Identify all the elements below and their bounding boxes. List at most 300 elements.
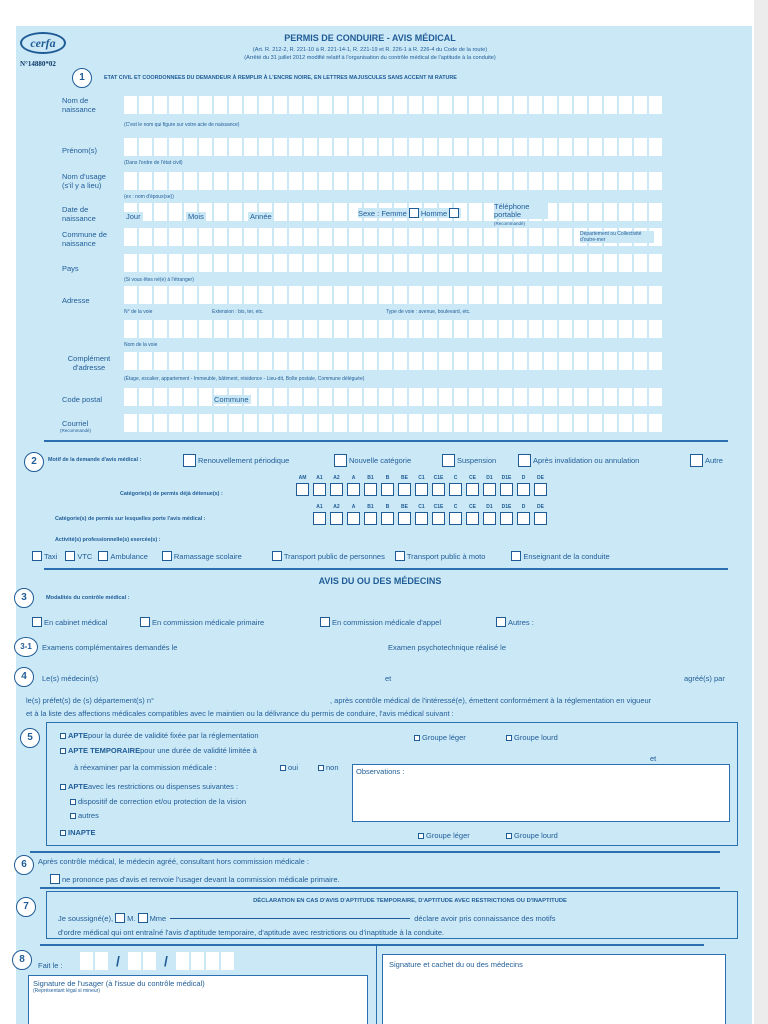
- category-checkbox[interactable]: [483, 512, 496, 525]
- letter-cell[interactable]: [574, 254, 587, 272]
- letter-cell[interactable]: [319, 228, 332, 246]
- letter-cell[interactable]: [349, 286, 362, 304]
- letter-cell[interactable]: [334, 96, 347, 114]
- category-d1e[interactable]: [500, 504, 513, 525]
- letter-cell[interactable]: [139, 96, 152, 114]
- letter-cell[interactable]: [244, 352, 257, 370]
- letter-cell[interactable]: [454, 96, 467, 114]
- letter-cell[interactable]: [274, 172, 287, 190]
- category-checkbox[interactable]: [364, 483, 377, 496]
- letter-cell[interactable]: [409, 96, 422, 114]
- letter-cell[interactable]: [379, 228, 392, 246]
- letter-cell[interactable]: [349, 138, 362, 156]
- letter-cell[interactable]: [424, 96, 437, 114]
- letter-cell[interactable]: [334, 254, 347, 272]
- letter-cell[interactable]: [409, 138, 422, 156]
- letter-cell[interactable]: [514, 96, 527, 114]
- letter-cell[interactable]: [379, 138, 392, 156]
- letter-cell[interactable]: [499, 96, 512, 114]
- letter-cell[interactable]: [334, 228, 347, 246]
- letter-cell[interactable]: [454, 414, 467, 432]
- category-am[interactable]: [296, 475, 309, 496]
- letter-cell[interactable]: [319, 320, 332, 338]
- letter-cell[interactable]: [214, 352, 227, 370]
- letter-cell[interactable]: [454, 388, 467, 406]
- letter-cell[interactable]: [529, 414, 542, 432]
- letter-cell[interactable]: [334, 320, 347, 338]
- letter-cell[interactable]: [229, 286, 242, 304]
- letter-cell[interactable]: [334, 352, 347, 370]
- letter-cell[interactable]: [349, 172, 362, 190]
- letter-cell[interactable]: [424, 388, 437, 406]
- category-be[interactable]: [398, 504, 411, 525]
- letter-cell[interactable]: [364, 254, 377, 272]
- letter-cell[interactable]: [229, 203, 242, 221]
- letter-cell[interactable]: [304, 96, 317, 114]
- letter-cell[interactable]: [214, 286, 227, 304]
- category-a2[interactable]: [330, 475, 343, 496]
- category-checkbox[interactable]: [381, 483, 394, 496]
- category-d1[interactable]: [483, 504, 496, 525]
- letter-cell[interactable]: [439, 254, 452, 272]
- letter-cell[interactable]: [259, 414, 272, 432]
- letter-cell[interactable]: [184, 172, 197, 190]
- letter-cell[interactable]: [394, 320, 407, 338]
- letter-cell[interactable]: [214, 138, 227, 156]
- letter-cell[interactable]: [634, 203, 647, 221]
- letter-cell[interactable]: [544, 228, 557, 246]
- letter-cell[interactable]: [199, 172, 212, 190]
- activity-2[interactable]: Ambulance: [98, 551, 148, 561]
- activity-1[interactable]: VTC: [65, 551, 92, 561]
- letter-cell[interactable]: [619, 414, 632, 432]
- letter-cell[interactable]: [334, 203, 347, 221]
- letter-cell[interactable]: [154, 320, 167, 338]
- letter-cell[interactable]: [184, 414, 197, 432]
- letter-cell[interactable]: [274, 138, 287, 156]
- category-a[interactable]: [347, 504, 360, 525]
- homme-checkbox[interactable]: [449, 208, 459, 218]
- letter-cell[interactable]: [229, 352, 242, 370]
- letter-cell[interactable]: [634, 286, 647, 304]
- letter-cell[interactable]: [454, 352, 467, 370]
- letter-cell[interactable]: [199, 388, 212, 406]
- letter-cell[interactable]: [499, 320, 512, 338]
- category-checkbox[interactable]: [534, 483, 547, 496]
- letter-cell[interactable]: [649, 320, 662, 338]
- category-a1[interactable]: [313, 475, 326, 496]
- reexamen-oui[interactable]: oui: [280, 763, 298, 772]
- letter-cell[interactable]: [229, 414, 242, 432]
- letter-cell[interactable]: [319, 172, 332, 190]
- letter-cell[interactable]: [304, 172, 317, 190]
- letter-cell[interactable]: [169, 352, 182, 370]
- letter-cell[interactable]: [634, 414, 647, 432]
- letter-cell[interactable]: [649, 138, 662, 156]
- category-checkbox[interactable]: [432, 483, 445, 496]
- letter-cell[interactable]: [304, 286, 317, 304]
- letter-cell[interactable]: [619, 138, 632, 156]
- pays-grid[interactable]: [124, 254, 662, 272]
- letter-cell[interactable]: [589, 286, 602, 304]
- letter-cell[interactable]: [139, 138, 152, 156]
- letter-cell[interactable]: [439, 138, 452, 156]
- letter-cell[interactable]: [169, 254, 182, 272]
- letter-cell[interactable]: [529, 96, 542, 114]
- category-c1[interactable]: [415, 504, 428, 525]
- category-checkbox[interactable]: [415, 483, 428, 496]
- letter-cell[interactable]: [454, 254, 467, 272]
- category-checkbox[interactable]: [483, 483, 496, 496]
- letter-cell[interactable]: [499, 388, 512, 406]
- letter-cell[interactable]: [229, 172, 242, 190]
- letter-cell[interactable]: [589, 96, 602, 114]
- activity-4[interactable]: Transport public de personnes: [272, 551, 385, 561]
- category-c1e[interactable]: [432, 475, 445, 496]
- letter-cell[interactable]: [304, 228, 317, 246]
- letter-cell[interactable]: [124, 228, 137, 246]
- letter-cell[interactable]: [394, 388, 407, 406]
- letter-cell[interactable]: [289, 388, 302, 406]
- letter-cell[interactable]: [349, 320, 362, 338]
- category-checkbox[interactable]: [517, 483, 530, 496]
- letter-cell[interactable]: [394, 352, 407, 370]
- letter-cell[interactable]: [529, 228, 542, 246]
- letter-cell[interactable]: [634, 172, 647, 190]
- category-checkbox[interactable]: [466, 483, 479, 496]
- letter-cell[interactable]: [319, 138, 332, 156]
- letter-cell[interactable]: [604, 254, 617, 272]
- letter-cell[interactable]: [649, 388, 662, 406]
- modalite-autres[interactable]: Autres :: [496, 617, 534, 627]
- letter-cell[interactable]: [514, 414, 527, 432]
- letter-cell[interactable]: [634, 138, 647, 156]
- groupe-leger-apte[interactable]: Groupe léger: [414, 733, 466, 742]
- letter-cell[interactable]: [364, 388, 377, 406]
- letter-cell[interactable]: [214, 203, 227, 221]
- letter-cell[interactable]: [499, 172, 512, 190]
- letter-cell[interactable]: [229, 254, 242, 272]
- letter-cell[interactable]: [379, 320, 392, 338]
- category-checkbox[interactable]: [449, 483, 462, 496]
- signature-medecins-box[interactable]: [382, 954, 726, 1024]
- letter-cell[interactable]: [154, 172, 167, 190]
- letter-cell[interactable]: [154, 96, 167, 114]
- letter-cell[interactable]: [274, 203, 287, 221]
- letter-cell[interactable]: [439, 228, 452, 246]
- letter-cell[interactable]: [364, 286, 377, 304]
- letter-cell[interactable]: [319, 414, 332, 432]
- letter-cell[interactable]: [199, 320, 212, 338]
- letter-cell[interactable]: [229, 138, 242, 156]
- letter-cell[interactable]: [469, 388, 482, 406]
- category-c1e[interactable]: [432, 504, 445, 525]
- adresse-nom-voie-grid[interactable]: [124, 320, 662, 338]
- letter-cell[interactable]: [619, 388, 632, 406]
- letter-cell[interactable]: [484, 228, 497, 246]
- letter-cell[interactable]: [499, 138, 512, 156]
- letter-cell[interactable]: [289, 138, 302, 156]
- complement-grid[interactable]: [124, 352, 662, 370]
- letter-cell[interactable]: [394, 96, 407, 114]
- letter-cell[interactable]: [589, 254, 602, 272]
- letter-cell[interactable]: [229, 320, 242, 338]
- letter-cell[interactable]: [244, 228, 257, 246]
- letter-cell[interactable]: [274, 352, 287, 370]
- letter-cell[interactable]: [364, 414, 377, 432]
- madame-checkbox[interactable]: [138, 913, 148, 923]
- category-d1[interactable]: [483, 475, 496, 496]
- letter-cell[interactable]: [649, 286, 662, 304]
- category-a[interactable]: [347, 475, 360, 496]
- letter-cell[interactable]: [334, 286, 347, 304]
- letter-cell[interactable]: [394, 138, 407, 156]
- letter-cell[interactable]: [454, 286, 467, 304]
- letter-cell[interactable]: [409, 320, 422, 338]
- category-a2[interactable]: [330, 504, 343, 525]
- letter-cell[interactable]: [304, 352, 317, 370]
- letter-cell[interactable]: [649, 352, 662, 370]
- letter-cell[interactable]: [604, 203, 617, 221]
- letter-cell[interactable]: [559, 254, 572, 272]
- letter-cell[interactable]: [439, 172, 452, 190]
- letter-cell[interactable]: [304, 320, 317, 338]
- letter-cell[interactable]: [199, 286, 212, 304]
- nom-naissance-grid[interactable]: [124, 96, 662, 114]
- letter-cell[interactable]: [274, 254, 287, 272]
- activity-6[interactable]: Enseignant de la conduite: [511, 551, 609, 561]
- dispositif-vision-option[interactable]: dispositif de correction et/ou protection de la vision: [70, 797, 246, 806]
- letter-cell[interactable]: [379, 414, 392, 432]
- letter-cell[interactable]: [484, 388, 497, 406]
- category-checkbox[interactable]: [313, 512, 326, 525]
- letter-cell[interactable]: [184, 138, 197, 156]
- declarant-name-line[interactable]: [170, 918, 410, 919]
- groupe-leger-inapte[interactable]: Groupe léger: [418, 831, 470, 840]
- nom-usage-grid[interactable]: [124, 172, 662, 190]
- letter-cell[interactable]: [439, 96, 452, 114]
- activity-3[interactable]: Ramassage scolaire: [162, 551, 242, 561]
- letter-cell[interactable]: [544, 414, 557, 432]
- category-checkbox[interactable]: [500, 512, 513, 525]
- letter-cell[interactable]: [469, 254, 482, 272]
- letter-cell[interactable]: [589, 388, 602, 406]
- letter-cell[interactable]: [529, 254, 542, 272]
- monsieur-checkbox[interactable]: [115, 913, 125, 923]
- letter-cell[interactable]: [469, 203, 482, 221]
- letter-cell[interactable]: [154, 228, 167, 246]
- letter-cell[interactable]: [619, 254, 632, 272]
- letter-cell[interactable]: [364, 138, 377, 156]
- letter-cell[interactable]: [424, 320, 437, 338]
- letter-cell[interactable]: [289, 320, 302, 338]
- letter-cell[interactable]: [214, 228, 227, 246]
- letter-cell[interactable]: [619, 320, 632, 338]
- letter-cell[interactable]: [469, 138, 482, 156]
- category-d1e[interactable]: [500, 475, 513, 496]
- letter-cell[interactable]: [559, 138, 572, 156]
- letter-cell[interactable]: [499, 254, 512, 272]
- letter-cell[interactable]: [559, 172, 572, 190]
- category-checkbox[interactable]: [296, 483, 309, 496]
- letter-cell[interactable]: [454, 320, 467, 338]
- letter-cell[interactable]: [139, 172, 152, 190]
- letter-cell[interactable]: [619, 203, 632, 221]
- letter-cell[interactable]: [274, 286, 287, 304]
- letter-cell[interactable]: [349, 96, 362, 114]
- motif-option-invalidation[interactable]: Après invalidation ou annulation: [518, 454, 639, 467]
- letter-cell[interactable]: [169, 96, 182, 114]
- letter-cell[interactable]: [319, 388, 332, 406]
- letter-cell[interactable]: [559, 388, 572, 406]
- letter-cell[interactable]: [544, 254, 557, 272]
- letter-cell[interactable]: [154, 138, 167, 156]
- letter-cell[interactable]: [634, 388, 647, 406]
- letter-cell[interactable]: [259, 320, 272, 338]
- letter-cell[interactable]: [154, 203, 167, 221]
- letter-cell[interactable]: [184, 286, 197, 304]
- letter-cell[interactable]: [259, 172, 272, 190]
- letter-cell[interactable]: [499, 352, 512, 370]
- femme-checkbox[interactable]: [409, 208, 419, 218]
- letter-cell[interactable]: [469, 414, 482, 432]
- letter-cell[interactable]: [574, 286, 587, 304]
- letter-cell[interactable]: [499, 414, 512, 432]
- letter-cell[interactable]: [244, 286, 257, 304]
- reexamen-non[interactable]: non: [318, 763, 339, 772]
- letter-cell[interactable]: [244, 320, 257, 338]
- letter-cell[interactable]: [649, 96, 662, 114]
- category-checkbox[interactable]: [330, 512, 343, 525]
- courriel-grid[interactable]: [124, 414, 662, 432]
- letter-cell[interactable]: [349, 254, 362, 272]
- letter-cell[interactable]: [589, 414, 602, 432]
- category-checkbox[interactable]: [449, 512, 462, 525]
- letter-cell[interactable]: [544, 352, 557, 370]
- letter-cell[interactable]: [484, 414, 497, 432]
- letter-cell[interactable]: [304, 388, 317, 406]
- motif-option-renouvellement[interactable]: Renouvellement périodique: [183, 454, 289, 467]
- letter-cell[interactable]: [604, 172, 617, 190]
- letter-cell[interactable]: [514, 228, 527, 246]
- motif-option-suspension[interactable]: Suspension: [442, 454, 496, 467]
- letter-cell[interactable]: [424, 286, 437, 304]
- category-c1[interactable]: [415, 475, 428, 496]
- letter-cell[interactable]: [514, 320, 527, 338]
- letter-cell[interactable]: [274, 228, 287, 246]
- letter-cell[interactable]: [139, 414, 152, 432]
- letter-cell[interactable]: [274, 96, 287, 114]
- letter-cell[interactable]: [199, 138, 212, 156]
- letter-cell[interactable]: [139, 286, 152, 304]
- letter-cell[interactable]: [154, 388, 167, 406]
- letter-cell[interactable]: [169, 286, 182, 304]
- letter-cell[interactable]: [124, 138, 137, 156]
- letter-cell[interactable]: [304, 203, 317, 221]
- letter-cell[interactable]: [604, 286, 617, 304]
- letter-cell[interactable]: [394, 172, 407, 190]
- letter-cell[interactable]: [619, 96, 632, 114]
- letter-cell[interactable]: [409, 254, 422, 272]
- letter-cell[interactable]: [424, 228, 437, 246]
- letter-cell[interactable]: [229, 96, 242, 114]
- letter-cell[interactable]: [139, 254, 152, 272]
- letter-cell[interactable]: [169, 228, 182, 246]
- category-ce[interactable]: [466, 475, 479, 496]
- letter-cell[interactable]: [589, 352, 602, 370]
- letter-cell[interactable]: [304, 254, 317, 272]
- letter-cell[interactable]: [649, 414, 662, 432]
- category-checkbox[interactable]: [466, 512, 479, 525]
- autres-restrictions-option[interactable]: autres: [70, 811, 99, 820]
- letter-cell[interactable]: [559, 286, 572, 304]
- letter-cell[interactable]: [154, 352, 167, 370]
- category-d[interactable]: [517, 504, 530, 525]
- letter-cell[interactable]: [124, 414, 137, 432]
- letter-cell[interactable]: [394, 228, 407, 246]
- letter-cell[interactable]: [409, 286, 422, 304]
- letter-cell[interactable]: [289, 203, 302, 221]
- letter-cell[interactable]: [349, 228, 362, 246]
- letter-cell[interactable]: [259, 352, 272, 370]
- letter-cell[interactable]: [379, 388, 392, 406]
- letter-cell[interactable]: [154, 254, 167, 272]
- code-postal-grid[interactable]: [124, 388, 662, 406]
- letter-cell[interactable]: [289, 96, 302, 114]
- letter-cell[interactable]: [634, 320, 647, 338]
- letter-cell[interactable]: [424, 254, 437, 272]
- letter-cell[interactable]: [454, 228, 467, 246]
- letter-cell[interactable]: [289, 286, 302, 304]
- letter-cell[interactable]: [574, 203, 587, 221]
- category-c[interactable]: [449, 475, 462, 496]
- letter-cell[interactable]: [514, 172, 527, 190]
- motif-option-autre[interactable]: Autre: [690, 454, 723, 467]
- letter-cell[interactable]: [589, 320, 602, 338]
- letter-cell[interactable]: [424, 138, 437, 156]
- letter-cell[interactable]: [529, 286, 542, 304]
- letter-cell[interactable]: [169, 138, 182, 156]
- letter-cell[interactable]: [529, 320, 542, 338]
- letter-cell[interactable]: [124, 320, 137, 338]
- letter-cell[interactable]: [454, 138, 467, 156]
- letter-cell[interactable]: [649, 254, 662, 272]
- letter-cell[interactable]: [379, 254, 392, 272]
- letter-cell[interactable]: [304, 138, 317, 156]
- letter-cell[interactable]: [574, 96, 587, 114]
- letter-cell[interactable]: [529, 352, 542, 370]
- groupe-lourd-inapte[interactable]: Groupe lourd: [506, 831, 558, 840]
- letter-cell[interactable]: [259, 228, 272, 246]
- apte-restrictions-option[interactable]: APTE avec les restrictions ou dispenses suivantes :: [60, 782, 238, 791]
- letter-cell[interactable]: [124, 286, 137, 304]
- letter-cell[interactable]: [214, 320, 227, 338]
- letter-cell[interactable]: [289, 352, 302, 370]
- letter-cell[interactable]: [514, 286, 527, 304]
- letter-cell[interactable]: [229, 228, 242, 246]
- inapte-option[interactable]: INAPTE: [60, 828, 96, 837]
- letter-cell[interactable]: [439, 286, 452, 304]
- category-b[interactable]: [381, 504, 394, 525]
- category-checkbox[interactable]: [330, 483, 343, 496]
- letter-cell[interactable]: [139, 352, 152, 370]
- letter-cell[interactable]: [364, 352, 377, 370]
- letter-cell[interactable]: [169, 414, 182, 432]
- letter-cell[interactable]: [514, 352, 527, 370]
- letter-cell[interactable]: [259, 96, 272, 114]
- letter-cell[interactable]: [574, 172, 587, 190]
- letter-cell[interactable]: [589, 203, 602, 221]
